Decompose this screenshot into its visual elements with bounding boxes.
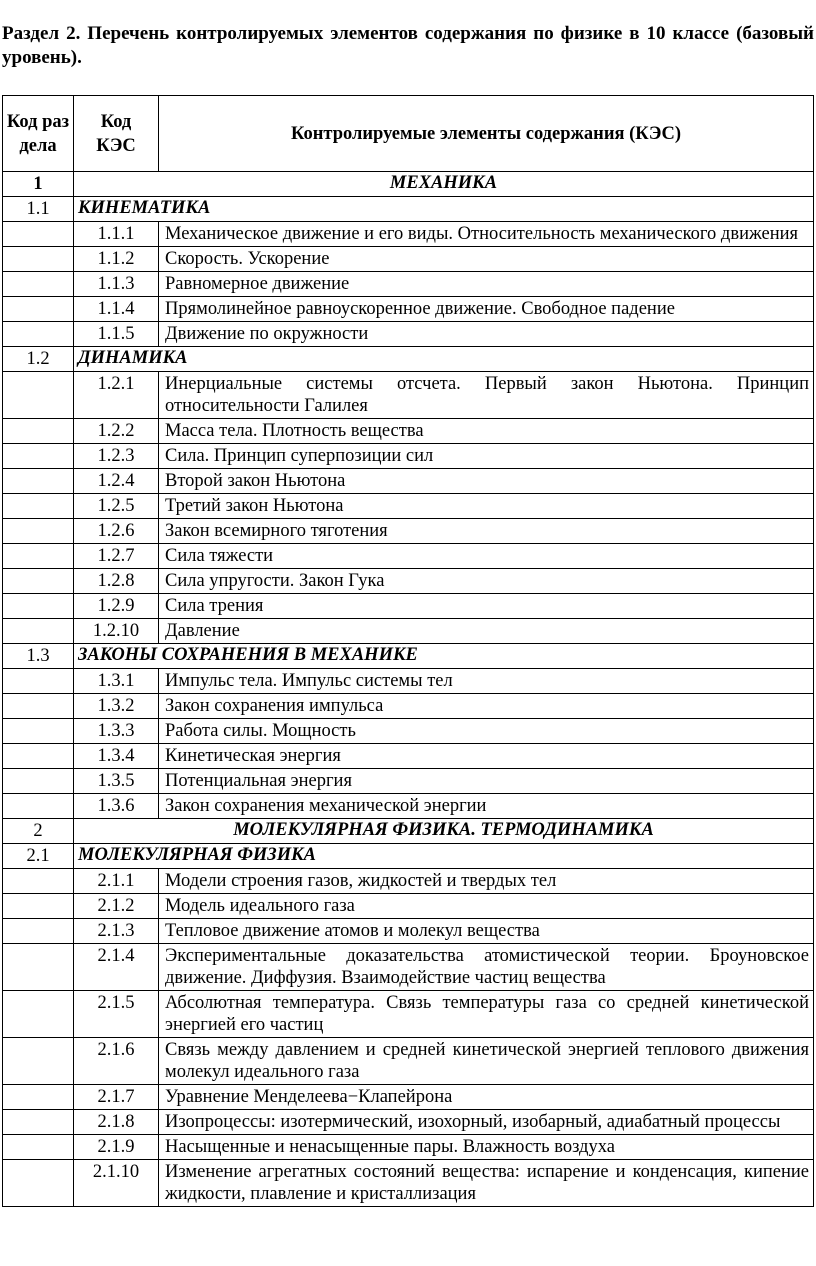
table-row: [3, 1135, 814, 1160]
kes-code: 1.2.8: [74, 569, 159, 594]
empty-cell: [3, 869, 74, 894]
table-row: [3, 222, 814, 247]
kes-code: 1.1.1: [74, 222, 159, 247]
empty-cell: [3, 1135, 74, 1160]
empty-cell: [3, 669, 74, 694]
kes-description: Абсолютная температура. Связь температуры газа со средней кинетической энергией его частиц: [159, 991, 814, 1038]
kes-code: 1.3.1: [74, 669, 159, 694]
kes-code: 1.1.2: [74, 247, 159, 272]
empty-cell: [3, 322, 74, 347]
kes-description: Равномерное движение: [159, 272, 814, 297]
section-number: 2: [3, 819, 74, 844]
empty-cell: [3, 594, 74, 619]
kes-code: 2.1.8: [74, 1110, 159, 1135]
table-row: [3, 769, 814, 794]
table-row: [3, 619, 814, 644]
table-row: [3, 519, 814, 544]
empty-cell: [3, 1085, 74, 1110]
kes-code: 1.2.10: [74, 619, 159, 644]
kes-description: Закон сохранения механической энергии: [159, 794, 814, 819]
empty-cell: [3, 419, 74, 444]
table-row: [3, 719, 814, 744]
kes-code: 1.2.7: [74, 544, 159, 569]
empty-cell: [3, 619, 74, 644]
kes-description: Работа силы. Мощность: [159, 719, 814, 744]
kes-description: Насыщенные и ненасыщенные пары. Влажность воздуха: [159, 1135, 814, 1160]
kes-code: 1.2.1: [74, 372, 159, 419]
subsection-row: [3, 644, 814, 669]
kes-description: Давление: [159, 619, 814, 644]
header-section-code: Код раздела: [3, 96, 74, 172]
kes-description: Закон сохранения импульса: [159, 694, 814, 719]
kes-description: Сила. Принцип суперпозиции сил: [159, 444, 814, 469]
subsection-row: [3, 844, 814, 869]
table-row: [3, 744, 814, 769]
table-row: [3, 594, 814, 619]
kes-code: 1.2.9: [74, 594, 159, 619]
section-title: МОЛЕКУЛЯРНАЯ ФИЗИКА. ТЕРМОДИНАМИКА: [74, 819, 814, 844]
table-row: [3, 1160, 814, 1207]
kes-code: 1.1.3: [74, 272, 159, 297]
empty-cell: [3, 769, 74, 794]
subsection-number: 1.3: [3, 644, 74, 669]
kes-description: Второй закон Ньютона: [159, 469, 814, 494]
kes-description: Потенциальная энергия: [159, 769, 814, 794]
table-row: [3, 869, 814, 894]
empty-cell: [3, 494, 74, 519]
kes-table: [2, 95, 814, 1207]
kes-description: Импульс тела. Импульс системы тел: [159, 669, 814, 694]
header-kes-elements: Контролируемые элементы содержания (КЭС): [159, 96, 814, 172]
kes-description: Тепловое движение атомов и молекул вещества: [159, 919, 814, 944]
kes-code: 1.2.5: [74, 494, 159, 519]
empty-cell: [3, 297, 74, 322]
table-row: [3, 569, 814, 594]
empty-cell: [3, 944, 74, 991]
empty-cell: [3, 372, 74, 419]
section-title: МЕХАНИКА: [74, 172, 814, 197]
kes-code: 2.1.10: [74, 1160, 159, 1207]
kes-description: Изменение агрегатных состояний вещества: испарение и конденсация, кипение жидкости, плавление и кристаллизация: [159, 1160, 814, 1207]
kes-code: 2.1.9: [74, 1135, 159, 1160]
table-row: [3, 322, 814, 347]
kes-description: Скорость. Ускорение: [159, 247, 814, 272]
table-row: [3, 991, 814, 1038]
kes-code: 1.3.5: [74, 769, 159, 794]
kes-code: 1.2.3: [74, 444, 159, 469]
subsection-number: 1.2: [3, 347, 74, 372]
section-row: [3, 172, 814, 197]
empty-cell: [3, 272, 74, 297]
document-heading: Раздел 2. Перечень контролируемых элементов содержания по физике в 10 классе (базовый уровень).: [2, 23, 814, 68]
kes-description: Движение по окружности: [159, 322, 814, 347]
kes-code: 1.1.4: [74, 297, 159, 322]
empty-cell: [3, 991, 74, 1038]
subsection-row: [3, 197, 814, 222]
header-kes-code: Код КЭС: [74, 96, 159, 172]
empty-cell: [3, 444, 74, 469]
empty-cell: [3, 719, 74, 744]
table-row: [3, 372, 814, 419]
kes-description: Закон всемирного тяготения: [159, 519, 814, 544]
kes-description: Экспериментальные доказательства атомистической теории. Броуновское движение. Диффузия. Взаимодействие частиц вещества: [159, 944, 814, 991]
kes-code: 1.2.4: [74, 469, 159, 494]
kes-description: Связь между давлением и средней кинетической энергией теплового движения молекул идеального газа: [159, 1038, 814, 1085]
table-row: [3, 1110, 814, 1135]
table-row: [3, 494, 814, 519]
kes-description: Инерциальные системы отсчета. Первый закон Ньютона. Принцип относительности Галилея: [159, 372, 814, 419]
section-number: 1: [3, 172, 74, 197]
empty-cell: [3, 1038, 74, 1085]
empty-cell: [3, 544, 74, 569]
kes-code: 2.1.1: [74, 869, 159, 894]
table-header-row: [3, 96, 814, 172]
kes-code: 2.1.2: [74, 894, 159, 919]
empty-cell: [3, 222, 74, 247]
kes-description: Сила упругости. Закон Гука: [159, 569, 814, 594]
table-row: [3, 272, 814, 297]
table-body: [3, 172, 814, 1207]
kes-description: Сила тяжести: [159, 544, 814, 569]
kes-description: Модель идеального газа: [159, 894, 814, 919]
kes-code: 2.1.5: [74, 991, 159, 1038]
kes-code: 1.3.3: [74, 719, 159, 744]
table-row: [3, 544, 814, 569]
subsection-title: ЗАКОНЫ СОХРАНЕНИЯ В МЕХАНИКЕ: [74, 644, 814, 669]
table-row: [3, 669, 814, 694]
subsection-row: [3, 347, 814, 372]
table-row: [3, 444, 814, 469]
kes-description: Модели строения газов, жидкостей и твердых тел: [159, 869, 814, 894]
empty-cell: [3, 519, 74, 544]
kes-code: 1.2.2: [74, 419, 159, 444]
kes-code: 2.1.4: [74, 944, 159, 991]
subsection-title: КИНЕМАТИКА: [74, 197, 814, 222]
subsection-number: 2.1: [3, 844, 74, 869]
empty-cell: [3, 469, 74, 494]
kes-description: Третий закон Ньютона: [159, 494, 814, 519]
table-row: [3, 1085, 814, 1110]
kes-description: Уравнение Менделеева−Клапейрона: [159, 1085, 814, 1110]
table-row: [3, 247, 814, 272]
empty-cell: [3, 1110, 74, 1135]
table-row: [3, 919, 814, 944]
empty-cell: [3, 1160, 74, 1207]
kes-description: Изопроцессы: изотермический, изохорный, изобарный, адиабатный процессы: [159, 1110, 814, 1135]
kes-code: 2.1.3: [74, 919, 159, 944]
empty-cell: [3, 744, 74, 769]
subsection-title: МОЛЕКУЛЯРНАЯ ФИЗИКА: [74, 844, 814, 869]
empty-cell: [3, 569, 74, 594]
kes-code: 1.1.5: [74, 322, 159, 347]
kes-description: Прямолинейное равноускоренное движение. Свободное падение: [159, 297, 814, 322]
kes-description: Сила трения: [159, 594, 814, 619]
subsection-title: ДИНАМИКА: [74, 347, 814, 372]
kes-code: 2.1.7: [74, 1085, 159, 1110]
kes-code: 1.3.6: [74, 794, 159, 819]
table-row: [3, 297, 814, 322]
empty-cell: [3, 894, 74, 919]
table-row: [3, 469, 814, 494]
empty-cell: [3, 247, 74, 272]
kes-code: 1.3.4: [74, 744, 159, 769]
subsection-number: 1.1: [3, 197, 74, 222]
table-row: [3, 794, 814, 819]
empty-cell: [3, 919, 74, 944]
table-row: [3, 894, 814, 919]
table-row: [3, 1038, 814, 1085]
kes-code: 2.1.6: [74, 1038, 159, 1085]
kes-description: Механическое движение и его виды. Относительность механического движения: [159, 222, 814, 247]
kes-description: Кинетическая энергия: [159, 744, 814, 769]
empty-cell: [3, 794, 74, 819]
kes-code: 1.3.2: [74, 694, 159, 719]
kes-description: Масса тела. Плотность вещества: [159, 419, 814, 444]
section-row: [3, 819, 814, 844]
kes-code: 1.2.6: [74, 519, 159, 544]
table-row: [3, 419, 814, 444]
table-row: [3, 694, 814, 719]
table-row: [3, 944, 814, 991]
empty-cell: [3, 694, 74, 719]
